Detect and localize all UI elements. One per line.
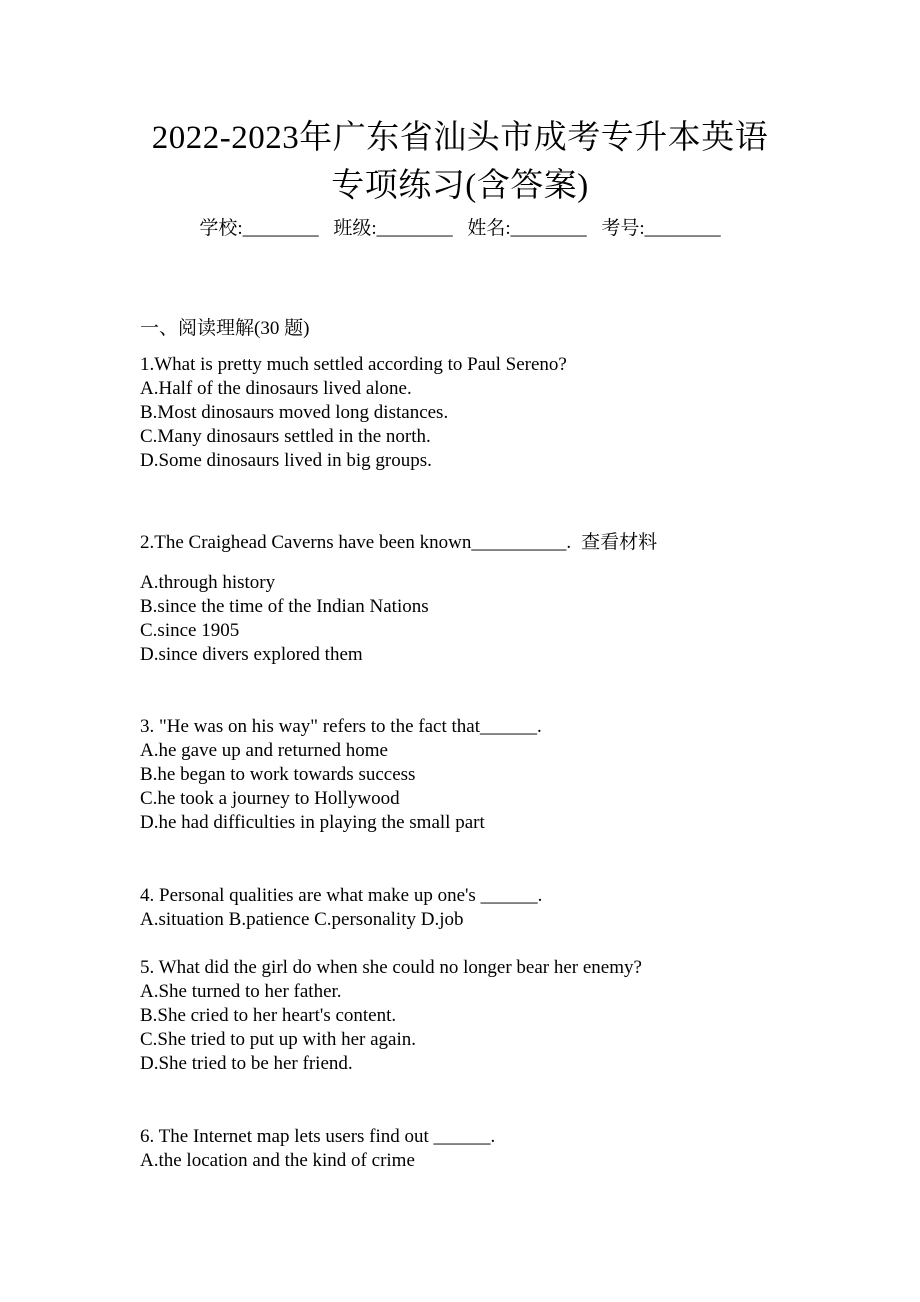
school-field: 学校:________ <box>199 218 319 239</box>
question-stem-row <box>140 530 840 555</box>
name-field: 姓名:________ <box>467 218 587 239</box>
question-stem: 6. The Internet map lets users find out ______. <box>140 1126 496 1147</box>
option-a: A.the location and the kind of crime <box>140 1150 415 1171</box>
option-a: A.he gave up and returned home <box>140 740 388 761</box>
option-b: B.She cried to her heart's content. <box>140 1005 397 1026</box>
question-stem: 1.What is pretty much settled according to Paul Sereno? <box>140 354 567 375</box>
option-c: C.he took a journey to Hollywood <box>140 788 400 809</box>
option-d: D.Some dinosaurs lived in big groups. <box>140 450 432 471</box>
document-title-line-1: 2022-2023年广东省汕头市成考专升本英语 <box>151 120 769 156</box>
option-a: A.Half of the dinosaurs lived alone. <box>140 378 412 399</box>
view-material-link[interactable]: 查看材料 <box>581 531 658 553</box>
option-c: C.Many dinosaurs settled in the north. <box>140 426 431 447</box>
option-b: B.Most dinosaurs moved long distances. <box>140 402 449 423</box>
option-c: C.She tried to put up with her again. <box>140 1029 416 1050</box>
option-d: D.since divers explored them <box>140 644 363 665</box>
student-info-row <box>0 216 920 242</box>
question-1 <box>140 353 840 473</box>
question-stem: 5. What did the girl do when she could no longer bear her enemy? <box>140 957 642 978</box>
question-3 <box>140 715 840 835</box>
question-6 <box>140 1125 840 1173</box>
question-2 <box>140 530 840 667</box>
question-5 <box>140 956 840 1076</box>
option-d: D.he had difficulties in playing the small part <box>140 812 485 833</box>
option-b: B.since the time of the Indian Nations <box>140 596 429 617</box>
option-d: D.She tried to be her friend. <box>140 1053 353 1074</box>
question-stem: 4. Personal qualities are what make up one's ______. <box>140 885 543 906</box>
exam-number-field: 考号:________ <box>601 218 721 239</box>
class-field: 班级:________ <box>333 218 453 239</box>
document-title-line-2: 专项练习(含答案) <box>331 168 589 204</box>
option-c: C.since 1905 <box>140 620 240 641</box>
options-inline: A.situation B.patience C.personality D.job <box>140 909 464 930</box>
option-b: B.he began to work towards success <box>140 764 416 785</box>
question-stem: 3. "He was on his way" refers to the fact that______. <box>140 716 542 737</box>
section-heading: 一、阅读理解(30 题) <box>140 318 310 339</box>
option-a: A.She turned to her father. <box>140 981 342 1002</box>
question-stem: 2.The Craighead Caverns have been known__________. <box>140 532 572 553</box>
question-4 <box>140 884 840 932</box>
option-a: A.through history <box>140 572 276 593</box>
